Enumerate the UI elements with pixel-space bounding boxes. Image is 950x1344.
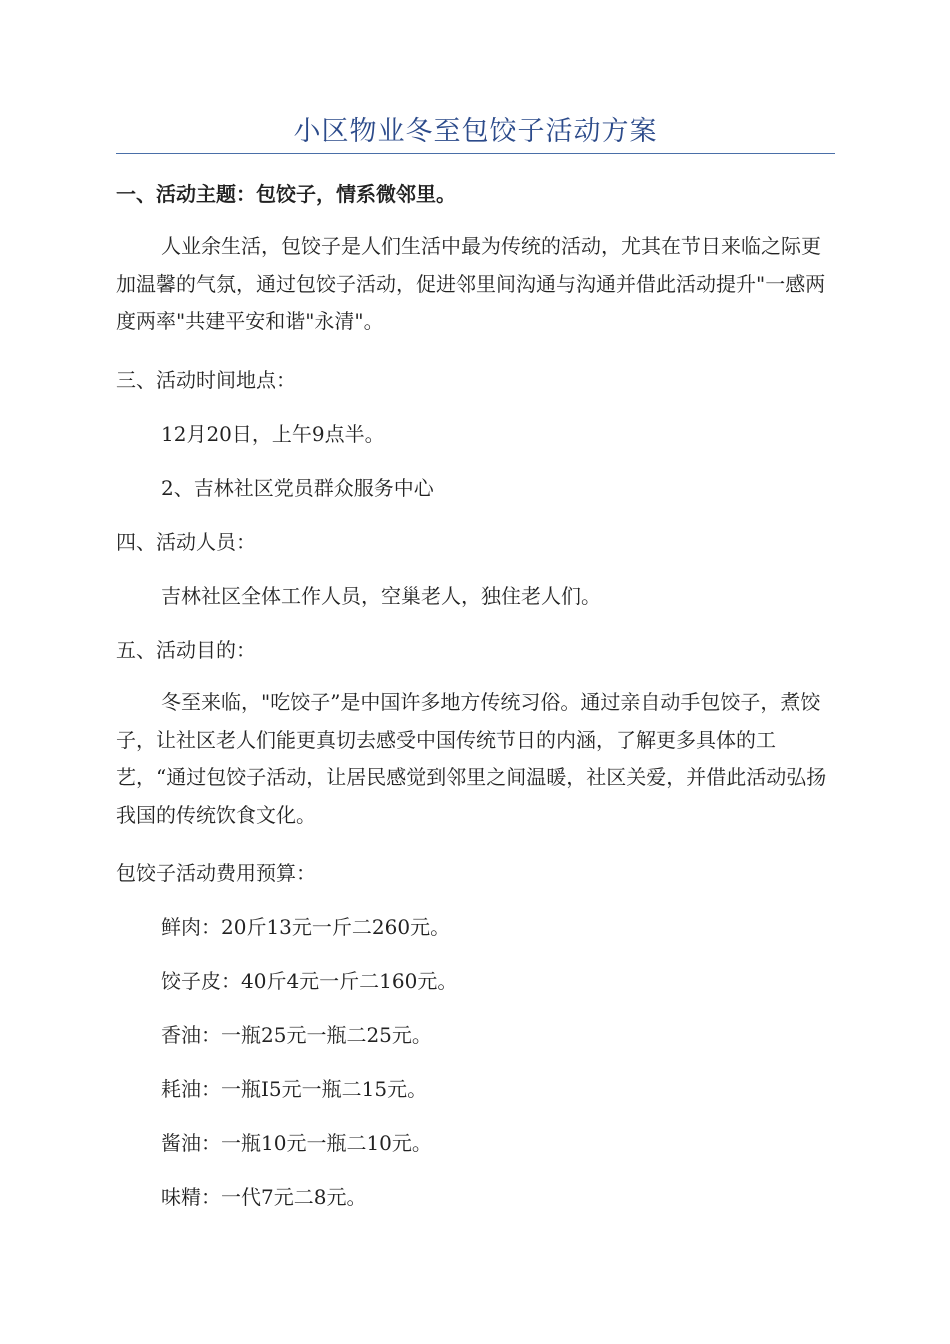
budget-item: 鲜肉：20斤13元一斤二260元。 (161, 915, 451, 939)
title-divider (116, 153, 835, 154)
budget-item: 耗油：一瓶I5元一瓶二15元。 (161, 1077, 428, 1101)
section-heading-time-place: 三、活动时间地点： (116, 368, 296, 392)
section-heading-theme: 一、活动主题：包饺子，情系微邻里。 (116, 182, 456, 206)
theme-paragraph: 人业余生活，包饺子是人们生活中最为传统的活动，尤其在节日来临之际更加温馨的气氛，通过包饺子活动，促进邻里间沟通与沟通并借此活动提升"一感两度两率"共建平安和谐"永清"。 (116, 234, 826, 333)
budget-item: 饺子皮：40斤4元一斤二160元。 (161, 969, 458, 993)
document-title: 小区物业冬至包饺子活动方案 (293, 116, 658, 147)
purpose-paragraph: 冬至来临，"吃饺子”是中国许多地方传统习俗。通过亲自动手包饺子，煮饺子，让社区老人们能更真切去感受中国传统节日的内涵，了解更多具体的工艺，“通过包饺子活动，让居民感觉到邻里之间温暖，社区关爱，并借此活动弘扬我国的传统饮食文化。 (116, 690, 827, 827)
section-heading-purpose: 五、活动目的： (116, 638, 256, 662)
budget-item: 酱油：一瓶10元一瓶二10元。 (161, 1131, 432, 1155)
section-heading-people: 四、活动人员： (116, 530, 256, 554)
section-heading-budget: 包饺子活动费用预算： (116, 861, 316, 885)
event-place: 2、吉林社区党员群众服务中心 (161, 476, 434, 500)
budget-item: 味精：一代7元二8元。 (161, 1185, 367, 1209)
event-people: 吉林社区全体工作人员，空巢老人，独住老人们。 (161, 584, 601, 608)
budget-item: 香油：一瓶25元一瓶二25元。 (161, 1023, 432, 1047)
event-time: 12月20日，上午9点半。 (161, 422, 385, 446)
